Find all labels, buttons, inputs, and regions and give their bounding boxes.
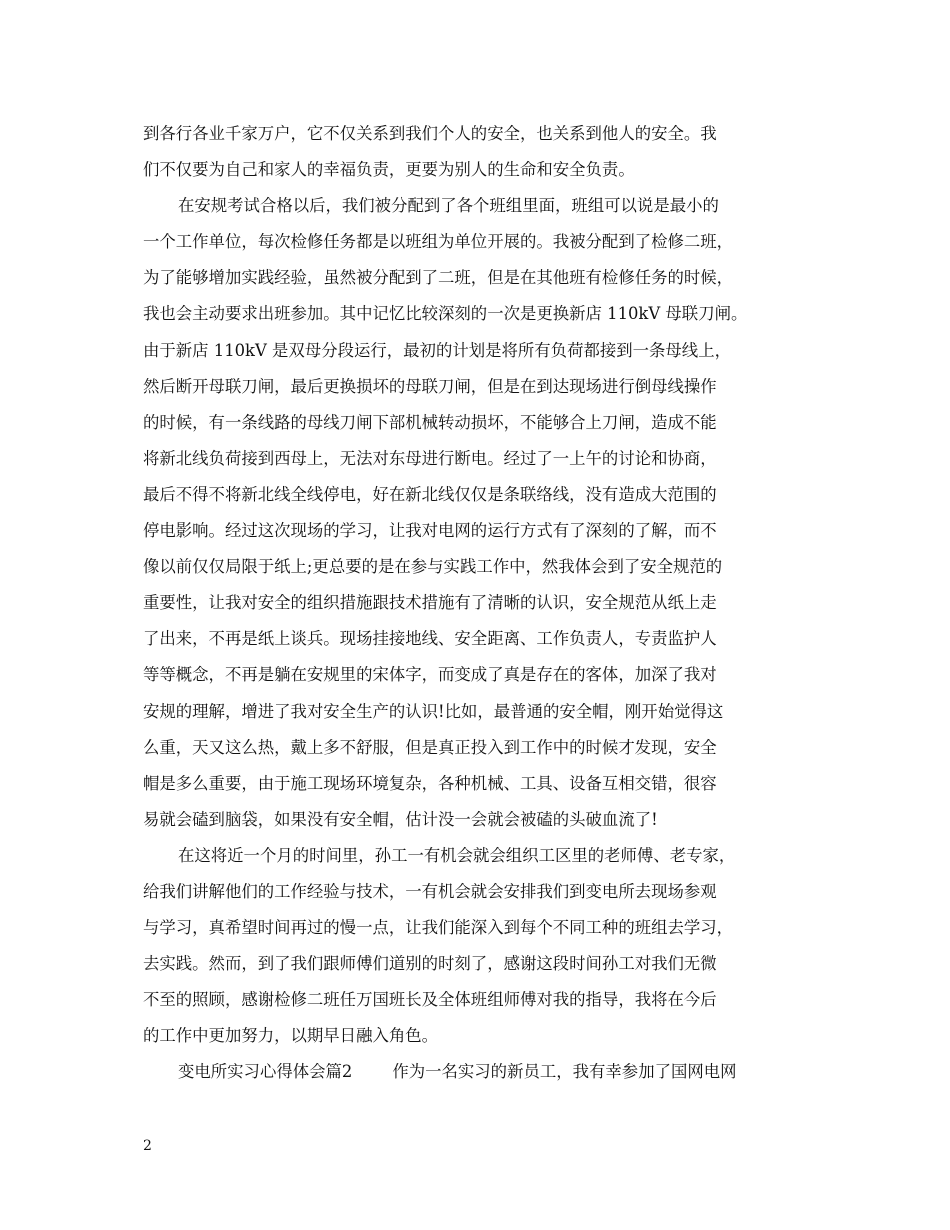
text-line: 易就会磕到脑袋，如果没有安全帽，估计没一会就会被磕的头破血流了! [143, 809, 658, 829]
section-heading: 变电所实习心得体会篇2 [178, 1062, 353, 1082]
page-number: 2 [143, 1138, 152, 1154]
document-body [143, 116, 833, 1091]
text-line: 帽是多么重要，由于施工现场环境复杂，各种机械、工具、设备互相交错，很容 [143, 773, 717, 793]
text-line: 停电影响。经过这次现场的学习，让我对电网的运行方式有了深刻的了解，而不 [143, 521, 717, 541]
text-line: 的工作中更加努力，以期早日融入角色。 [143, 1026, 439, 1046]
text-line: 们不仅要为自己和家人的幸福负责，更要为别人的生命和安全负责。 [143, 160, 635, 180]
text-line: 么重，天又这么热，戴上多不舒服，但是真正投入到工作中的时候才发现，安全 [143, 737, 717, 757]
text-line: 了出来，不再是纸上谈兵。现场挂接地线、安全距离、工作负责人，专责监护人 [143, 629, 717, 649]
section-text: 作为一名实习的新员工，我有幸参加了国网电网 [392, 1062, 737, 1082]
text-line: 等等概念，不再是躺在安规里的宋体字，而变成了真是存在的客体，加深了我对 [143, 665, 717, 685]
text-line: 一个工作单位，每次检修任务都是以班组为单位开展的。我被分配到了检修二班， [143, 232, 734, 252]
text-line: 到各行各业千家万户，它不仅关系到我们个人的安全，也关系到他人的安全。我 [143, 124, 717, 143]
text-line: 为了能够增加实践经验，虽然被分配到了二班，但是在其他班有检修任务的时候， [143, 268, 734, 288]
text-line: 去实践。然而，到了我们跟师傅们道别的时刻了，感谢这段时间孙工对我们无微 [143, 954, 717, 974]
text-line: 由于新店 110kV 是双母分段运行，最初的计划是将所有负荷都接到一条母线上， [143, 340, 731, 360]
text-line: 我也会主动要求出班参加。其中记忆比较深刻的一次是更换新店 110kV 母联刀闸。 [143, 304, 748, 324]
paragraph-start-line: 在安规考试合格以后，我们被分配到了各个班组里面，班组可以说是最小的 [178, 196, 719, 216]
text-line: 的时候，有一条线路的母线刀闸下部机械转动损坏，不能够合上刀闸，造成不能 [143, 412, 717, 432]
text-line: 重要性，让我对安全的组织措施跟技术措施有了清晰的认识，安全规范从纸上走 [143, 593, 717, 613]
text-line: 不至的照顾，感谢检修二班任万国班长及全体班组师傅对我的指导，我将在今后 [143, 990, 717, 1010]
text-line: 安规的理解，增进了我对安全生产的认识!比如，最普通的安全帽，刚开始觉得这 [143, 701, 724, 721]
text-line: 将新北线负荷接到西母上，无法对东母进行断电。经过了一上午的讨论和协商， [143, 448, 717, 468]
text-line: 然后断开母联刀闸，最后更换损坏的母联刀闸，但是在到达现场进行倒母线操作 [143, 376, 717, 396]
text-line: 与学习，真希望时间再过的慢一点，让我们能深入到每个不同工种的班组去学习， [143, 918, 734, 938]
text-line: 最后不得不将新北线全线停电，好在新北线仅仅是条联络线，没有造成大范围的 [143, 484, 717, 504]
paragraph-start-line: 在这将近一个月的时间里，孙工一有机会就会组织工区里的老师傅、老专家， [178, 845, 736, 865]
text-line: 像以前仅仅局限于纸上;更总要的是在参与实践工作中，然我体会到了安全规范的 [143, 557, 723, 577]
section-start-line [143, 1054, 833, 1090]
text-line: 给我们讲解他们的工作经验与技术，一有机会就会安排我们到变电所去现场参观 [143, 881, 717, 901]
